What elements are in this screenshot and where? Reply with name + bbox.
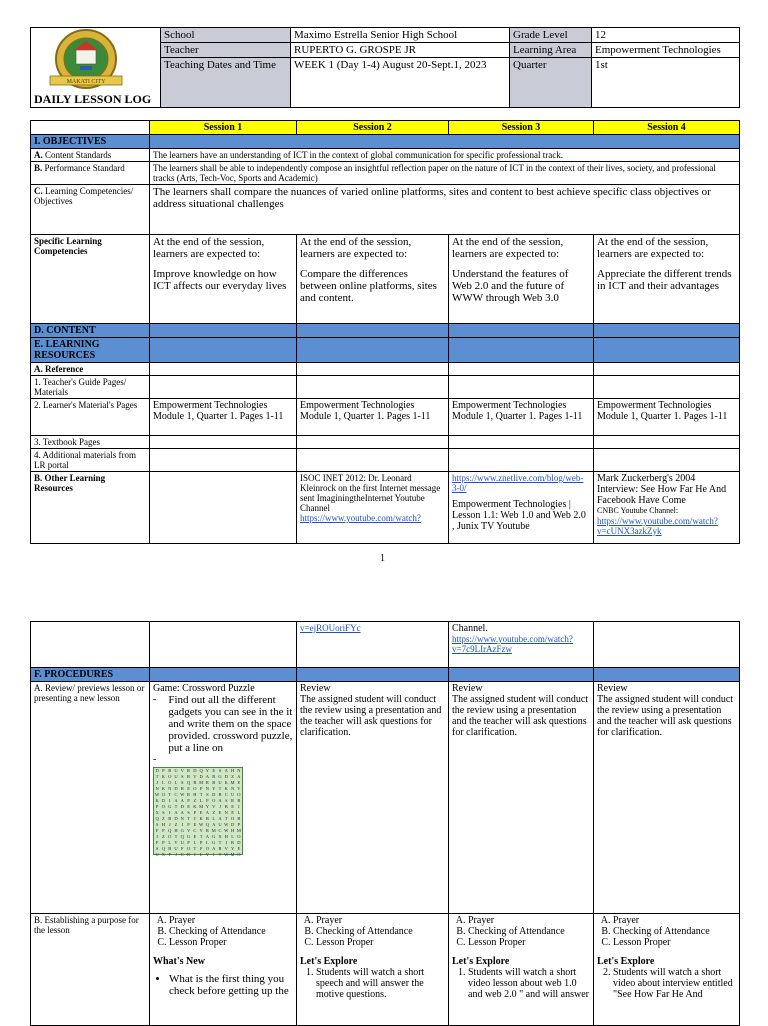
crossword-letter: K	[224, 780, 228, 785]
crossword-letter: N	[155, 786, 159, 791]
logo-text: MAKATI CITY	[66, 79, 106, 85]
crossword-letter: O	[186, 846, 191, 851]
crossword-letter: P	[206, 798, 209, 803]
crossword-letter: S	[155, 846, 159, 851]
crossword-letter: D	[212, 792, 216, 797]
crossword-letter: A	[174, 798, 178, 803]
school-label: School	[161, 28, 291, 43]
crossword-letter: D	[199, 774, 203, 779]
crossword-letter: B	[168, 846, 172, 851]
crossword-letter: Z	[212, 810, 216, 815]
teacher-label: Teacher	[161, 43, 291, 58]
crossword-letter: A	[212, 846, 216, 851]
slc-session-2: At the end of the session, learners are expected to: Compare the differences between online platforms, sites and content.	[297, 235, 449, 324]
lm-session-1: Empowerment Technologies Module 1, Quarter 1. Pages 1-11	[150, 399, 297, 436]
crossword-letter: V	[212, 804, 216, 809]
crossword-letter: S	[181, 774, 184, 779]
crossword-letter: T	[199, 834, 203, 839]
crossword-letter: X	[218, 834, 222, 839]
crossword-letter: K	[224, 786, 228, 791]
crossword-letter: O	[237, 852, 241, 857]
crossword-letter: E	[193, 834, 197, 839]
crossword-letter: T	[155, 774, 159, 779]
crossword-letter: T	[187, 816, 190, 821]
lm-session-4: Empowerment Technologies Module 1, Quarter 1. Pages 1-11	[594, 399, 740, 436]
crossword-letter: Z	[193, 798, 197, 803]
purpose-label: B. Establishing a purpose for the lesson	[31, 914, 150, 1026]
crossword-letter: O	[161, 792, 166, 797]
procedures-heading: F. PROCEDURES	[31, 668, 150, 682]
session-1-header: Session 1	[150, 121, 297, 135]
crossword-letter: E	[187, 804, 190, 809]
crossword-letter: M	[211, 828, 216, 833]
crossword-letter: Z	[174, 822, 178, 827]
crossword-letter: I	[194, 852, 196, 857]
crossword-letter: B	[237, 816, 241, 821]
crossword-letter: R	[231, 798, 235, 803]
crossword-letter: W	[155, 792, 160, 797]
crossword-letter: Q	[155, 816, 159, 821]
tg-label: 1. Teacher's Guide Pages/ Materials	[31, 376, 150, 399]
crossword-letter: A	[218, 816, 222, 821]
crossword-letter: F	[199, 846, 203, 851]
crossword-letter: J	[219, 804, 221, 809]
crossword-letter: W	[224, 852, 229, 857]
crossword-letter: S	[218, 768, 222, 773]
crossword-letter: B	[224, 804, 228, 809]
dates-value: WEEK 1 (Day 1-4) August 20-Sept.1, 2023	[291, 58, 510, 108]
lesson-table-page1	[30, 120, 740, 544]
crossword-letter: R	[205, 780, 209, 785]
crossword-letter: E	[212, 768, 216, 773]
crossword-letter: R	[187, 792, 191, 797]
crossword-letter: B	[187, 852, 191, 857]
crossword-letter: U	[174, 774, 178, 779]
crossword-letter: L	[237, 810, 241, 815]
crossword-letter: T	[218, 852, 222, 857]
reference-label: A. Reference	[31, 363, 150, 376]
crossword-letter: M	[230, 780, 235, 785]
crossword-letter: Z	[162, 816, 165, 821]
crossword-letter: V	[180, 768, 184, 773]
cont-s3-link[interactable]: https://www.youtube.com/watch?v=7c9LIrAzFzw	[452, 634, 573, 654]
crossword-letter: V	[186, 828, 191, 833]
crossword-letter: T	[199, 792, 203, 797]
purpose-session-3: A. Prayer B. Checking of Attendance C. Lesson Proper Let's Explore 1. Students will watch a short video lesson about web 1.0 and web 2.0 " and will answer	[449, 914, 594, 1026]
crossword-letter: B	[237, 798, 241, 803]
crossword-letter: C	[180, 852, 184, 857]
crossword-letter: I	[181, 822, 184, 827]
crossword-letter: A	[174, 810, 178, 815]
crossword-letter: B	[193, 780, 197, 785]
other-s4-link[interactable]: https://www.youtube.com/watch?v=cUNX3azkZyk	[597, 516, 718, 536]
crossword-letter: Q	[186, 780, 191, 785]
crossword-letter: P	[187, 798, 190, 803]
crossword-letter: W	[224, 828, 229, 833]
crossword-letter: E	[193, 822, 197, 827]
crossword-letter: T	[193, 846, 197, 851]
crossword-letter: B	[180, 786, 184, 791]
crossword-letter: J	[156, 780, 159, 785]
objectives-heading: I. OBJECTIVES	[31, 135, 150, 149]
crossword-letter: H	[224, 834, 228, 839]
review-session-4: Review The assigned student will conduct the review using a presentation and the teacher will ask questions for clarification.	[594, 682, 740, 914]
review-session-2: Review The assigned student will conduct the review using a presentation and the teacher will ask questions for clarification.	[297, 682, 449, 914]
crossword-letter: N	[180, 816, 184, 821]
crossword-letter: D	[161, 798, 166, 803]
crossword-letter: A	[205, 834, 210, 839]
crossword-letter: P	[193, 810, 197, 815]
crossword-letter: W	[199, 822, 204, 827]
crossword-letter: E	[199, 810, 203, 815]
crossword-letter: K	[193, 804, 197, 809]
crossword-letter: S	[187, 810, 190, 815]
crossword-letter: V	[237, 786, 241, 791]
content-standards-text: The learners have an understanding of ICT in the context of global communication for specific professional track.	[150, 149, 740, 162]
crossword-letter: D	[237, 840, 241, 845]
performance-standard-text: The learners shall be able to independently compose an insightful reflection paper on the nature of ICT in the context of their lives, society, and professional tracks (Arts, Tech-Voc, Sports and Academic)	[150, 162, 740, 185]
slc-session-1: At the end of the session, learners are expected to: Improve knowledge on how ICT affects our everyday lives	[150, 235, 297, 324]
crossword-letter: N	[205, 786, 210, 791]
crossword-letter: D	[174, 816, 178, 821]
dates-label: Teaching Dates and Time	[161, 58, 291, 108]
crossword-letter: B	[212, 780, 216, 785]
crossword-letter: U	[174, 768, 178, 773]
purpose-session-4: A. Prayer B. Checking of Attendance C. Lesson Proper Let's Explore 2. Students will watch a short video about interview entitled "See How Far He And	[594, 914, 740, 1026]
crossword-letter: P	[162, 828, 165, 833]
crossword-letter: L	[199, 798, 203, 803]
crossword-letter: T	[174, 804, 178, 809]
crossword-letter: B	[218, 792, 222, 797]
crossword-letter: U	[174, 846, 178, 851]
crossword-letter: P	[162, 840, 165, 845]
crossword-letter: E	[218, 810, 222, 815]
crossword-letter: Y	[212, 786, 216, 791]
crossword-letter: O	[193, 786, 197, 791]
crossword-letter: I	[225, 840, 228, 845]
crossword-letter: U	[218, 780, 222, 785]
crossword-letter: B	[187, 774, 191, 779]
slc-label: Specific Learning Competencies	[31, 235, 150, 324]
crossword-letter: Y	[205, 804, 210, 809]
crossword-letter: A	[205, 774, 210, 779]
crossword-letter: Z	[162, 834, 165, 839]
crossword-letter: I	[168, 798, 171, 803]
crossword-letter: E	[187, 786, 190, 791]
quarter-value: 1st	[592, 58, 740, 108]
page-title: DAILY LESSON LOG	[34, 92, 152, 106]
crossword-letter: K	[155, 798, 159, 803]
crossword-letter: B	[205, 816, 209, 821]
crossword-letter: A	[212, 822, 216, 827]
crossword-letter: W	[180, 792, 185, 797]
crossword-letter: C	[224, 792, 228, 797]
crossword-letter: X	[161, 852, 166, 857]
crossword-letter: N	[237, 768, 241, 773]
crossword-letter: C	[193, 828, 197, 833]
crossword-letter: O	[237, 834, 241, 839]
crossword-letter: U	[218, 822, 222, 827]
crossword-letter: C	[174, 792, 178, 797]
area-value: Empowerment Technologies	[592, 43, 740, 58]
crossword-letter: Q	[161, 846, 166, 851]
crossword-letter: Q	[205, 822, 210, 827]
crossword-letter: G	[180, 828, 184, 833]
crossword-letter: C	[218, 828, 222, 833]
crossword-letter: M	[230, 852, 235, 857]
crossword-letter: G	[186, 834, 191, 839]
crossword-letter: X	[155, 810, 159, 815]
crossword-letter: S	[206, 792, 209, 797]
crossword-letter: D	[193, 768, 197, 773]
crossword-letter: L	[212, 816, 216, 821]
crossword-letter: V	[224, 846, 228, 851]
crossword-letter: A	[224, 768, 228, 773]
crossword-letter: K	[199, 816, 203, 821]
crossword-letter: T	[193, 816, 197, 821]
other-session-4: Mark Zuckerberg's 2004 Interview: See How Far He And Facebook Have Come CNBC Youtube Channel: https://www.youtube.com/watch?v=cUNX3azkZyk	[594, 472, 740, 544]
crossword-letter: U	[180, 840, 184, 845]
crossword-letter: L	[162, 780, 165, 785]
slc-session-4: At the end of the session, learners are expected to: Appreciate the different trends in ICT and their advantages	[594, 235, 740, 324]
crossword-letter: M	[236, 828, 241, 833]
crossword-letter: L	[174, 780, 178, 785]
crossword-letter: F	[155, 828, 159, 833]
page-number: 1	[380, 553, 385, 564]
crossword-letter: E	[237, 846, 241, 851]
crossword-letter: U	[230, 792, 235, 797]
crossword-letter: L	[193, 840, 197, 845]
resources-heading: E. LEARNING RESOURCES	[31, 338, 150, 363]
review-session-3: Review The assigned student will conduct the review using a presentation and the teacher will ask questions for clarification.	[449, 682, 594, 914]
crossword-letter: R	[231, 840, 235, 845]
crossword-letter: Q	[168, 828, 172, 833]
crossword-letter: S	[162, 810, 165, 815]
school-value: Maximo Estrella Senior High School	[291, 28, 510, 43]
crossword-letter: G	[212, 834, 216, 839]
crossword-letter: S	[181, 780, 184, 785]
crossword-letter: P	[155, 804, 159, 809]
crossword-letter: O	[161, 804, 166, 809]
crossword-letter: T	[218, 786, 222, 791]
crossword-letter: N	[230, 786, 235, 791]
crossword-letter: H	[161, 822, 166, 827]
crossword-letter: A	[218, 798, 222, 803]
crossword-letter: I	[212, 852, 215, 857]
other-session-3: https://www.znetlive.com/blog/web-3-0/ Empowerment Technologies | Lesson 1.1: Web 1.0 and Web 2.0 , Junix TV Youtube	[449, 472, 594, 544]
crossword-letter: G	[218, 774, 222, 779]
crossword-letter: J	[175, 852, 177, 857]
crossword-letter: E	[231, 804, 234, 809]
header-table	[30, 27, 740, 108]
crossword-letter: A	[205, 810, 210, 815]
crossword-letter: S	[225, 798, 228, 803]
crossword-letter: B	[168, 768, 172, 773]
crossword-letter: O	[212, 798, 216, 803]
crossword-puzzle-image	[153, 767, 243, 855]
content-heading: D. CONTENT	[31, 324, 150, 338]
crossword-letter: R	[187, 768, 191, 773]
crossword-letter: T	[224, 816, 228, 821]
crossword-letter: D	[174, 786, 178, 791]
other-s3-link[interactable]: https://www.znetlive.com/blog/web-3-0/	[452, 473, 584, 493]
lesson-table-page2: v=ejROUoriFYc Channel. https://www.youtube.com/watch?v=7c9LIrAzFzw F. PROCEDURES A. Review/ previews lesson or presenting a new lesson Game: Crossword Puzzle - Find out all the different gadgets you can see in the it and write them on the space provided. crossword puzzle, put a line on - D P B U V R D Q Y E S A H N T K O U S B V D A R G D Z A J L O L S Q B M R B U K M E N K N D B E O P N Y T K N V W O T C W R H T S D B C U O K D I A A P Z L P O A S R B P O G T D E K M Y V J B E I X S I A A S P E A Z E N E L Q Z B D N T T K B L A T O B S H J Z I P E W Q A U W D P F P Q H G V C Y R M C W H M I Z O T Q G E T A G X H L O F P L V U P L P L G T I R D S Q B U F O T F O A R V Y E U X F J C B I L Y I T W M O Review The assigned student will conduct the review using a presentation and the teacher will ask questions for clarification. Review The assigned student will conduct the review using a presentation and the teacher will ask questions for clarification. Review The assigned student will conduct the review using a presentation and the teacher will ask questions for clarification. B. Establishing a purpose for the lesson A. Prayer B. Checking of Attendance C. Lesson Proper What's New • What is the first thing you check before getting up the A. Prayer B. Checking of Attendance C. Lesson Proper Let's Explore 1. Students will watch a short speech and will answer the motive questions. A. Prayer B. Checking of Attendance C. Lesson Proper Let's Explore 1. Students will watch a short video lesson about web 1.0 and web 2.0 " and will answer A. Prayer B. Checking of Attendance C. Lesson Proper Let's Explore 2. Students will watch a short video about interview entitled "See How Far He And	[30, 621, 740, 1026]
review-label: A. Review/ previews lesson or presenting a new lesson	[31, 682, 150, 914]
crossword-letter: Y	[199, 828, 203, 833]
crossword-letter: M	[199, 804, 204, 809]
crossword-letter: N	[168, 786, 172, 791]
crossword-letter: D	[155, 768, 159, 773]
crossword-letter: A	[180, 810, 184, 815]
grade-value: 12	[592, 28, 740, 43]
crossword-letter: P	[187, 822, 190, 827]
crossword-letter: A	[237, 774, 241, 779]
crossword-letter: Q	[180, 834, 184, 839]
crossword-letter: E	[231, 810, 234, 815]
crossword-letter: F	[168, 852, 171, 857]
crossword-letter: H	[230, 768, 235, 773]
crossword-letter: U	[155, 852, 159, 857]
crossword-letter: H	[230, 828, 235, 833]
crossword-letter: Q	[199, 768, 203, 773]
crossword-letter: D	[230, 822, 235, 827]
crossword-letter: L	[199, 852, 203, 857]
crossword-letter: I	[168, 810, 171, 815]
additional-label: 4. Additional materials from LR portal	[31, 449, 150, 472]
crossword-letter: Y	[230, 846, 235, 851]
crossword-letter: O	[168, 780, 172, 785]
crossword-letter: V	[193, 774, 197, 779]
crossword-letter: D	[180, 804, 184, 809]
other-resources-label: B. Other Learning Resources	[31, 472, 150, 544]
crossword-letter: P	[162, 768, 165, 773]
session-2-header: Session 2	[297, 121, 449, 135]
crossword-letter: R	[218, 846, 222, 851]
crossword-letter: O	[168, 774, 172, 779]
crossword-letter: N	[224, 810, 228, 815]
competencies-text: The learners shall compare the nuances of varied online platforms, sites and content to best achieve specific class objectives or address situational challenges	[150, 185, 740, 235]
crossword-letter: J	[168, 822, 171, 827]
lm-label: 2. Learner's Material's Pages	[31, 399, 150, 436]
crossword-letter: T	[168, 792, 172, 797]
crossword-letter: P	[199, 840, 203, 845]
crossword-letter: A	[180, 798, 184, 803]
session-4-header: Session 4	[594, 121, 740, 135]
crossword-letter: L	[231, 834, 234, 839]
crossword-letter: O	[237, 792, 241, 797]
crossword-letter: S	[155, 822, 159, 827]
crossword-letter: O	[230, 816, 235, 821]
content-standards-label: A. Content Standards	[31, 149, 150, 162]
other-session-2: ISOC INET 2012: Dr. Leonard Kleinrock on the first Internet message sent ImaginingtheInternet Youtube Channel https://www.youtube.com/watch?	[297, 472, 449, 544]
crossword-letter: I	[156, 834, 158, 839]
crossword-letter: L	[206, 840, 209, 845]
crossword-letter: B	[168, 816, 172, 821]
lm-session-3: Empowerment Technologies Module 1, Quarter 1. Pages 1-11	[449, 399, 594, 436]
textbook-label: 3. Textbook Pages	[31, 436, 150, 449]
crossword-letter: D	[224, 774, 228, 779]
crossword-letter: T	[174, 834, 178, 839]
slc-session-3: At the end of the session, learners are expected to: Understand the features of Web 2.0 and the future of WWW through Web 3.0	[449, 235, 594, 324]
crossword-letter: L	[168, 840, 172, 845]
lm-session-2: Empowerment Technologies Module 1, Quarter 1. Pages 1-11	[297, 399, 449, 436]
purpose-session-1: A. Prayer B. Checking of Attendance C. Lesson Proper What's New • What is the first thing you check before getting up the	[150, 914, 297, 1026]
crossword-letter: V	[174, 840, 178, 845]
grade-label: Grade Level	[510, 28, 592, 43]
crossword-letter: P	[237, 822, 241, 827]
crossword-letter: R	[212, 774, 216, 779]
crossword-letter: O	[205, 846, 210, 851]
crossword-letter: G	[168, 804, 172, 809]
crossword-letter: M	[199, 780, 204, 785]
purpose-session-2: A. Prayer B. Checking of Attendance C. Lesson Proper Let's Explore 1. Students will watch a short speech and will answer the motive questions.	[297, 914, 449, 1026]
other-s2-link[interactable]: https://www.youtube.com/watch?	[300, 513, 421, 523]
crossword-letter: I	[238, 804, 240, 809]
review-session-1: Game: Crossword Puzzle - Find out all the different gadgets you can see in the it and write them on the space provided. crossword puzzle, put a line on - D P B U V R D Q Y E S A H N T K O U S B V D A R G D Z A J L O L S Q B M R B U K M E N K N D B E O P N Y T K N V W O T C W R H T S D B C U O K D I A A P Z L P O A S R B P O G T D E K M Y V J B E I X S I A A S P E A Z E N E L Q Z B D N T T K B L A T O B S H J Z I P E W Q A U W D P F P Q H G V C Y R M C W H M I Z O T Q G E T A G X H L O F P L V U P L P L G T I R D S Q B U F O T F O A R V Y E U X F J C B I L Y I T W M O	[150, 682, 297, 914]
crossword-letter: H	[174, 828, 178, 833]
crossword-letter: Y	[205, 852, 210, 857]
crossword-letter: K	[161, 774, 166, 779]
crossword-letter: E	[237, 780, 241, 785]
competencies-label: C. Learning Competencies/ Objectives	[31, 185, 150, 235]
area-label: Learning Area	[510, 43, 592, 58]
session-3-header: Session 3	[449, 121, 594, 135]
crossword-letter: F	[155, 840, 159, 845]
crossword-letter: Y	[205, 768, 210, 773]
crossword-letter: W	[224, 822, 229, 827]
teacher-value: RUPERTO G. GROSPE JR	[291, 43, 510, 58]
crossword-letter: P	[187, 840, 190, 845]
crossword-letter: P	[199, 786, 203, 791]
cont-s2-link[interactable]: v=ejROUoriFYc	[300, 623, 361, 633]
quarter-label: Quarter	[510, 58, 592, 108]
crossword-letter: H	[193, 792, 197, 797]
crossword-letter: O	[168, 834, 172, 839]
crossword-letter: Z	[231, 774, 234, 779]
performance-standard-label: B. Performance Standard	[31, 162, 150, 185]
crossword-letter: T	[218, 840, 222, 845]
crossword-letter: F	[181, 846, 184, 851]
crossword-letter: G	[212, 840, 216, 845]
crossword-letter: K	[161, 786, 166, 791]
crossword-letter: R	[205, 828, 209, 833]
